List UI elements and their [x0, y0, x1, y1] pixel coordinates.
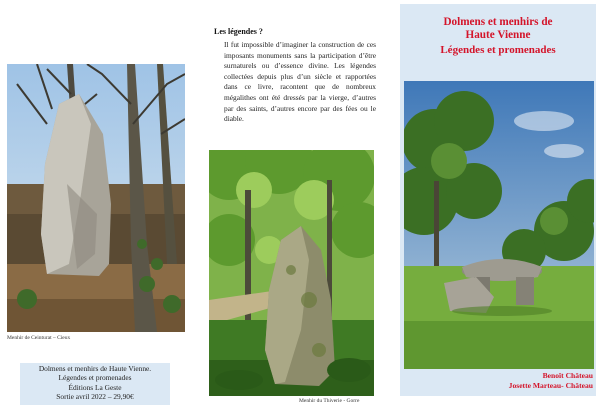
info-line-publisher: Éditions La Geste — [68, 382, 122, 392]
info-line-release: Sortie avril 2022 – 29,90€ — [56, 391, 134, 401]
dolmen-cover-photo — [404, 81, 594, 369]
book-subtitle: Légendes et promenades — [440, 44, 556, 56]
book-title — [402, 16, 594, 42]
title-line-2: Haute Vienne — [465, 29, 531, 41]
legends-body-text: Il fut impossible d’imaginer la construction de ces imposants monuments sans la participation d’être surnaturels ou d’essence divine. Les légendes collectées depuis plus d’un siècle et rapportées dans ce livre, racontent que de nombreux mégalithes ont été dressés par la vierge, d’autres par des saints, d’autres encore par des fées ou le diable. — [224, 40, 376, 124]
info-line-subtitle: Légendes et promenades — [58, 373, 132, 383]
author-1: Benoît Château — [542, 371, 593, 380]
authors-block — [402, 371, 593, 391]
photo-caption-ceinturat: Menhir de Ceinturat – Cieux — [7, 335, 71, 341]
title-line-1: Dolmens et menhirs de — [443, 16, 553, 28]
book-info-box — [20, 363, 170, 405]
menhir-ceinturat-photo — [7, 64, 185, 332]
info-line-title: Dolmens et menhirs de Haute Vienne. — [38, 364, 152, 373]
photo-caption-thiverie: Menhir du Thiverie - Gorre — [299, 398, 360, 404]
author-2: Josette Marteau- Château — [508, 381, 593, 390]
legends-heading: Les légendes ? — [214, 27, 263, 36]
menhir-thiverie-photo — [209, 150, 374, 396]
